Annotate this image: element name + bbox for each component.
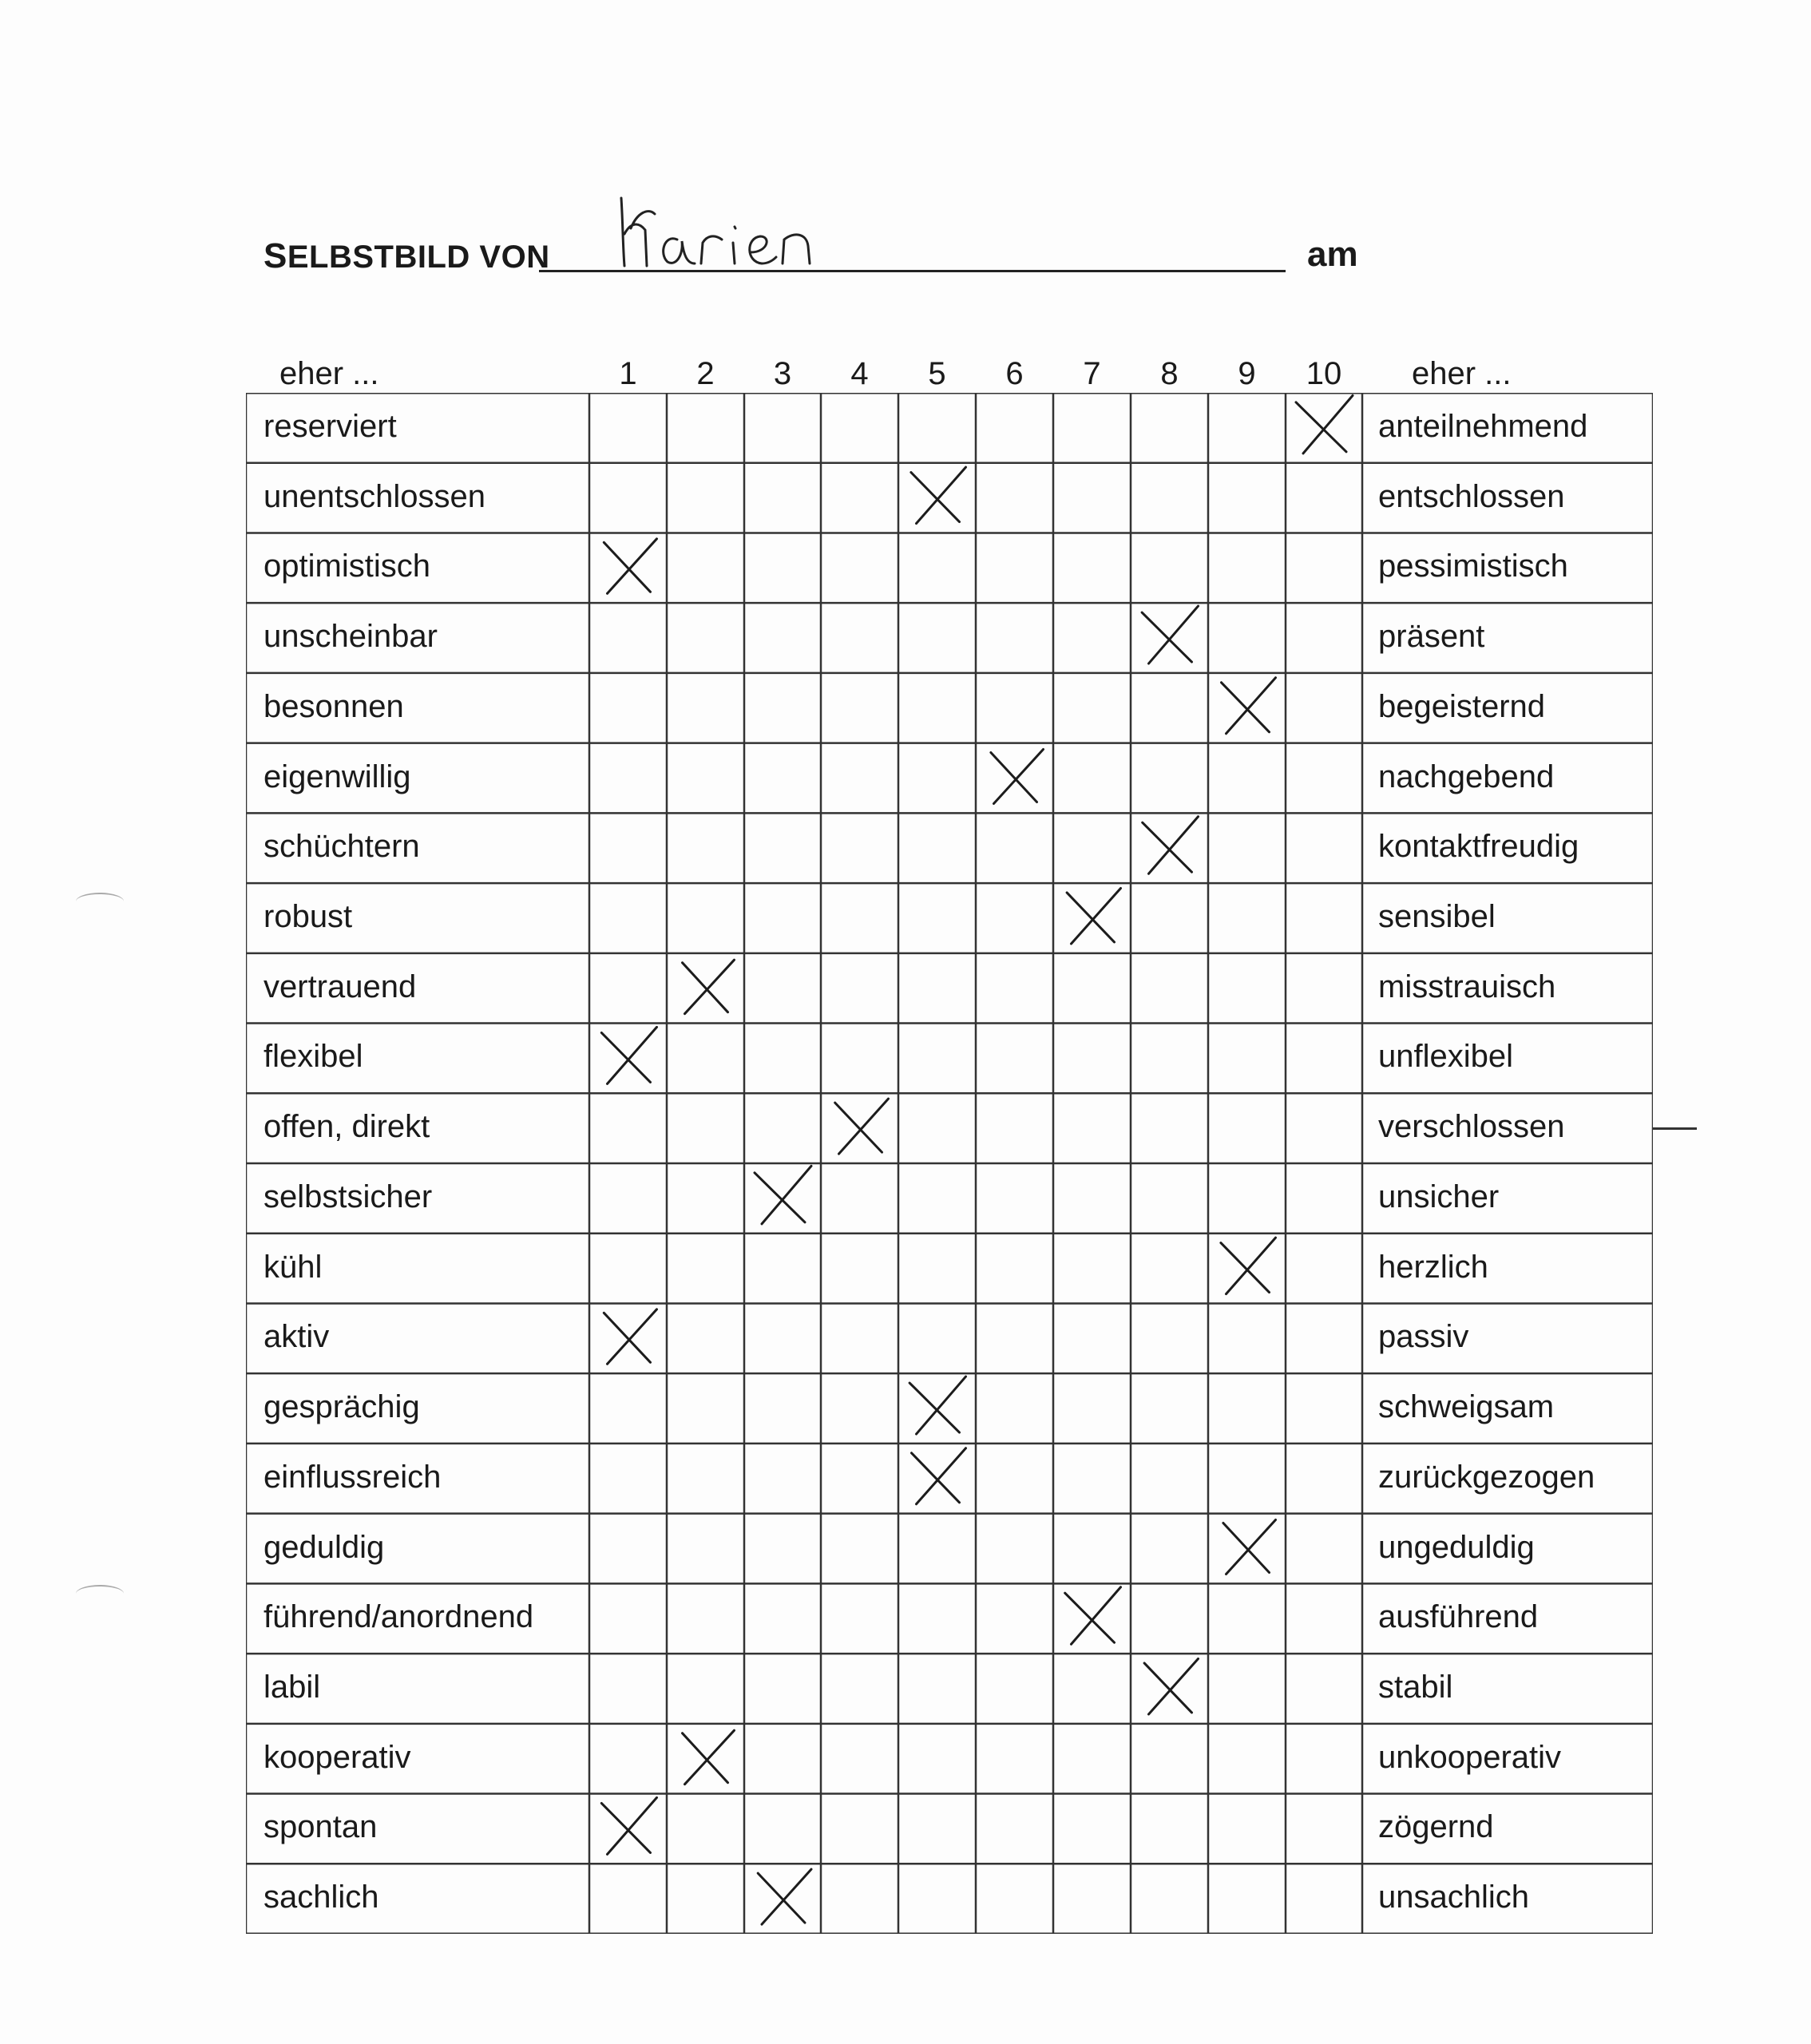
right-trait-label: zurückgezogen [1378,1459,1595,1495]
right-trait-label: unsachlich [1378,1880,1530,1915]
scale-number-8: 8 [1160,356,1179,391]
left-scale-header: eher ... [279,356,379,391]
left-trait-label: einflussreich [264,1459,442,1495]
scale-number-7: 7 [1083,356,1101,391]
right-trait-label: präsent [1378,619,1485,655]
left-trait-label: kooperativ [264,1739,411,1775]
right-trait-label: anteilnehmend [1378,408,1588,444]
left-trait-label: robust [264,898,353,934]
left-trait-label: sachlich [264,1880,379,1915]
form-title: SELBSTBILD VON [264,236,550,275]
scale-number-5: 5 [928,356,946,391]
left-trait-label: selbstsicher [264,1178,433,1214]
right-trait-label: unflexibel [1378,1039,1514,1075]
scale-number-1: 1 [619,356,637,391]
right-trait-label: unsicher [1378,1178,1500,1214]
right-trait-label: ausführend [1378,1599,1539,1635]
right-trait-label: unkooperativ [1378,1739,1562,1775]
left-trait-label: flexibel [264,1039,363,1075]
left-trait-label: führend/anordnend [264,1599,534,1635]
left-trait-label: labil [264,1669,321,1705]
left-trait-label: eigenwillig [264,759,411,794]
left-trait-label: geduldig [264,1529,385,1565]
left-trait-label: kühl [264,1249,323,1285]
right-trait-label: begeisternd [1378,688,1546,724]
binder-hole-mark [76,1585,124,1602]
right-scale-header: eher ... [1412,356,1512,391]
left-trait-label: aktiv [264,1319,330,1355]
right-trait-label: schweigsam [1378,1389,1555,1425]
left-trait-label: besonnen [264,688,404,724]
name-line [539,270,1286,272]
right-trait-label: stabil [1378,1669,1453,1705]
left-trait-label: spontan [264,1809,378,1845]
left-trait-label: reserviert [264,408,397,444]
right-trait-label: sensibel [1378,898,1496,934]
left-trait-label: optimistisch [264,549,430,584]
handwritten-name [615,190,870,278]
scale-number-3: 3 [773,356,792,391]
right-trait-label: misstrauisch [1378,969,1556,1004]
scale-number-9: 9 [1238,356,1256,391]
right-trait-label: entschlossen [1378,478,1565,514]
scale-number-10: 10 [1306,356,1342,391]
right-trait-label: zögernd [1378,1809,1494,1845]
binder-hole-mark [76,893,124,910]
right-trait-label: kontaktfreudig [1378,829,1579,865]
right-trait-label: ungeduldig [1378,1529,1535,1565]
left-trait-label: schüchtern [264,829,420,865]
right-trait-label: nachgebend [1378,759,1555,794]
left-trait-label: gesprächig [264,1389,420,1425]
right-trait-label: verschlossen [1378,1109,1565,1145]
scale-number-4: 4 [850,356,869,391]
rating-table [246,393,1653,1934]
left-trait-label: unscheinbar [264,619,438,655]
right-trait-label: pessimistisch [1378,549,1568,584]
scale-number-6: 6 [1005,356,1024,391]
date-label: am [1307,235,1358,274]
margin-mark [1653,1127,1697,1130]
right-trait-label: herzlich [1378,1249,1488,1285]
scale-number-2: 2 [696,356,715,391]
left-trait-label: vertrauend [264,969,417,1004]
right-trait-label: passiv [1378,1319,1469,1355]
left-trait-label: offen, direkt [264,1109,430,1145]
left-trait-label: unentschlossen [264,478,485,514]
